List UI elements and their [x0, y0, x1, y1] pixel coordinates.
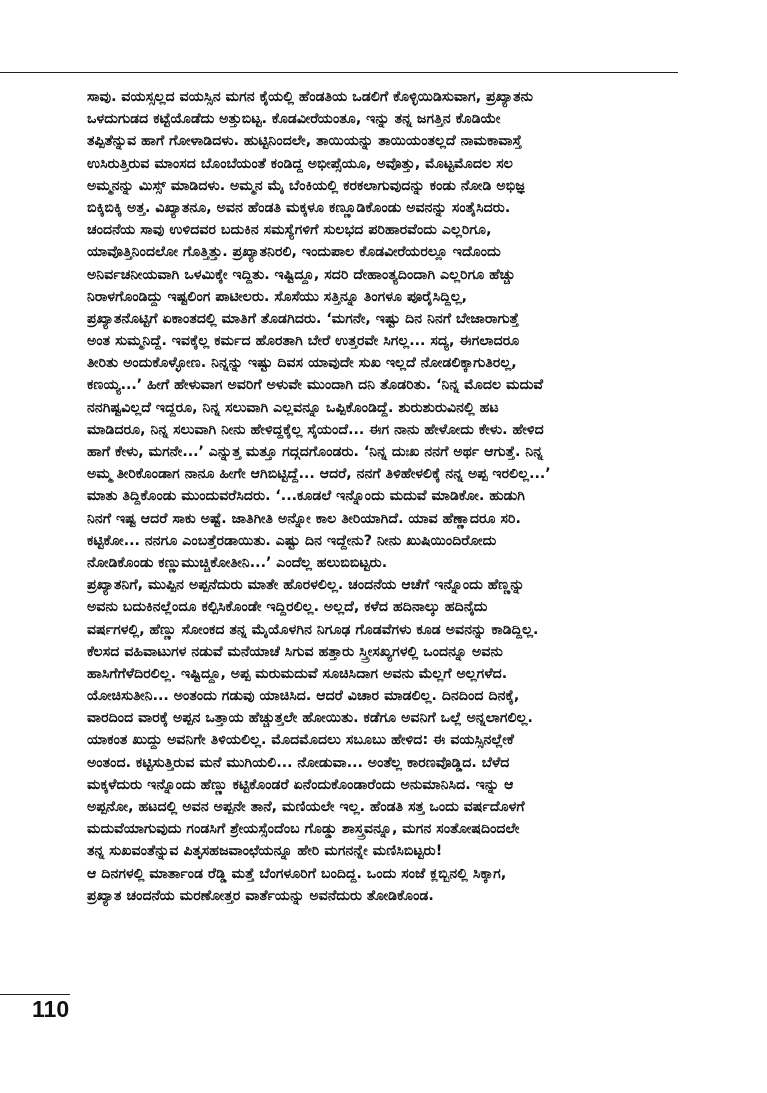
text-line: ಯೋಚಿಸುತೀನಿ... ಅಂತಂದು ಗಡುವು ಯಾಚಿಸಿದ. ಆದರೆ ವಿಚಾರ ಮಾಡಲಿಲ್ಲ. ದಿನದಿಂದ ದಿನಕ್ಕೆ,: [87, 688, 520, 705]
text-line: ಮದುವೆಯಾಗುವುದು ಗಂಡಸಿಗೆ ಶ್ರೇಯಸ್ಸೆಂದೆಂಬ ಗೊಡ್ಡು ಶಾಸ್ತ್ರವನ್ನೂ, ಮಗನ ಸಂತೋಷದಿಂದಲೇ: [87, 821, 520, 838]
text-line: ನೋಡಿಕೊಂಡು ಕಣ್ಣುಮುಚ್ಚಿಕೋತೀನಿ...’ ಎಂದೆಲ್ಲ ಹಲುಬಿಬಿಟ್ಟರು.: [87, 554, 388, 571]
body-text: [87, 86, 681, 991]
text-line: ಕಟ್ಟಿಕೋ... ನನಗೂ ಎಂಬತ್ತೆರಡಾಯಿತು. ಎಷ್ಟು ದಿನ ಇದ್ದೇನು? ನೀನು ಖುಷಿಯಿಂದಿರೋದು: [87, 532, 497, 549]
text-line: ಅಂತಂದ. ಕಟ್ಟಿಸುತ್ತಿರುವ ಮನೆ ಮುಗಿಯಲಿ... ನೋಡುವಾ... ಅಂತೆಲ್ಲ ಕಾರಣವೊಡ್ಡಿದ. ಬೆಳೆದ: [87, 754, 510, 771]
text-line: ಉಸಿರುತ್ತಿರುವ ಮಾಂಸದ ಬೊಂಬೆಯಂತೆ ಕಂಡಿದ್ದ ಅಭೀಪ್ಸೆಯೂ, ಅವೊತ್ತು, ಮೊಟ್ಟಮೊದಲ ಸಲ: [87, 155, 513, 172]
text-line: ತಪ್ಪಿತೆನ್ನುವ ಹಾಗೆ ಗೋಳಾಡಿದಳು. ಹುಟ್ಟಿನಿಂದಲೇ, ತಾಯಿಯನ್ನು ತಾಯಿಯಂತಲ್ಲದೆ ನಾಮಕಾವಾಸ್ತೆ: [87, 133, 522, 150]
text-line: ಬಿಕ್ಕಿಬಿಕ್ಕಿ ಅತ್ತ. ವಿಖ್ಯಾತನೂ, ಅವನ ಹೆಂಡತಿ ಮಕ್ಕಳೂ ಕಣ್ಣೂಡಿಕೊಂಡು ಅವನನ್ನು ಸಂತೈಸಿದರು.: [87, 199, 511, 216]
text-line: ಯಾವೊತ್ತಿನಿಂದಲೋ ಗೊತ್ತಿತ್ತು. ಪ್ರಖ್ಯಾತನಿರಲಿ, ಇಂದುಪಾಲ ಕೊಡವೀರೆಯರಲ್ಲೂ ಇದೊಂದು: [87, 244, 501, 261]
text-line: ಕಣಯ್ಯ...’ ಹೀಗೆ ಹೇಳುವಾಗ ಅವರಿಗೆ ಅಳುವೇ ಮುಂದಾಗಿ ದನಿ ತೊಡರಿತು. ‘ನಿನ್ನ ಮೊದಲ ಮದುವೆ: [87, 377, 544, 394]
text-line: ವರ್ಷಗಳಲ್ಲಿ, ಹೆಣ್ಣು ಸೋಂಕದ ತನ್ನ ಮೈಯೊಳಗಿನ ನಿಗೂಢ ಗೊಡವೆಗಳು ಕೂಡ ಅವನನ್ನು ಕಾಡಿದ್ದಿಲ್ಲ.: [87, 621, 539, 638]
text-line: ಸಾವು. ವಯಸ್ಸಲ್ಲದ ವಯಸ್ಸಿನ ಮಗನ ಕೈಯಲ್ಲಿ ಹೆಂಡತಿಯ ಒಡಲಿಗೆ ಕೊಳ್ಳಿಯಿಡಿಸುವಾಗ, ಪ್ರಖ್ಯಾತನು: [87, 89, 533, 105]
text-line: ತೀರಿತು ಅಂದುಕೊಳ್ಳೋಣ. ನಿನ್ನನ್ನು ಇಷ್ಟು ದಿವಸ ಯಾವುದೇ ಸುಖ ಇಲ್ಲದೆ ನೋಡಲಿಕ್ಕಾಗುತಿರಲ್ಲ,: [87, 355, 517, 372]
text-line: ಮಾತು ತಿದ್ದಿಕೊಂಡು ಮುಂದುವರೆಸಿದರು. ‘...ಕೂಡಲೆ ಇನ್ನೊಂದು ಮದುವೆ ಮಾಡಿಕೋ. ಹುಡುಗಿ: [87, 488, 525, 505]
text-line: ನಿರಾಳಗೊಂಡಿದ್ದು ಇಷ್ಟಲಿಂಗ ಪಾಟೀಲರು. ಸೊಸೆಯು ಸತ್ತಿನ್ನೂ ತಿಂಗಳೂ ಪೂರೈಸಿದ್ದಿಲ್ಲ,: [87, 288, 468, 305]
text-line: ಅಂತ ಸುಮ್ಮನಿದ್ದೆ. ಇವಕ್ಕೆಲ್ಲ ಕರ್ಮದ ಹೊರತಾಗಿ ಬೇರೆ ಉತ್ತರವೇ ಸಿಗಲ್ಲ... ಸದ್ಯ, ಈಗಲಾದರೂ: [87, 333, 520, 350]
text-line: ವಾರದಿಂದ ವಾರಕ್ಕೆ ಅಪ್ಪನ ಒತ್ತಾಯ ಹೆಚ್ಚುತ್ತಲೇ ಹೋಯಿತು. ಕಡೆಗೂ ಅವನಿಗೆ ಒಲ್ಲೆ ಅನ್ನಲಾಗಲಿಲ್ಲ.: [87, 710, 533, 727]
text-line: ನಿನಗೆ ಇಷ್ಟ ಆದರೆ ಸಾಕು ಅಷ್ಟೆ. ಜಾತಿಗೀತಿ ಅನ್ನೋ ಕಾಲ ತೀರಿಯಾಗಿದೆ. ಯಾವ ಹೆಣ್ಣಾದರೂ ಸರಿ.: [87, 510, 521, 527]
text-line: ಒಳದುಗುಡದ ಕಟ್ಟೆಯೊಡೆದು ಅತ್ತುಬಿಟ್ಟ. ಕೊಡವೀರೆಯಂತೂ, ಇನ್ನು ತನ್ನ ಜಗತ್ತಿನ ಕೊಡಿಯೇ: [87, 111, 501, 128]
text-line: ಅನಿರ್ವಚನೀಯವಾಗಿ ಒಳಮಿಕ್ಕೇ ಇದ್ದಿತು. ಇಷ್ಟಿದ್ದೂ, ಸದರಿ ದೇಹಾಂತ್ಯದಿಂದಾಗಿ ಎಲ್ಲರಿಗೂ ಹೆಚ್ಚು: [87, 266, 516, 283]
header-rule: [0, 72, 678, 73]
text-line: ತನ್ನ ಸುಖವಂತೆನ್ನುವ ಪಿತೃಸಹಜವಾಂಛೆಯನ್ನೂ ಹೇರಿ ಮಗನನ್ನೇ ಮಣಿಸಿಬಿಟ್ಟರು!: [87, 843, 443, 860]
text-line: ಮಾಡಿದರೂ, ನಿನ್ನ ಸಲುವಾಗಿ ನೀನು ಹೇಳಿದ್ದಕ್ಕೆಲ್ಲ ಸೈಯಂದೆ... ಈಗ ನಾನು ಹೇಳೋದು ಕೇಳು. ಹೇಳಿದ: [87, 421, 544, 438]
text-line: ಮಕ್ಕಳೆದುರು ಇನ್ನೊಂದು ಹೆಣ್ಣು ಕಟ್ಟಿಕೊಂಡರೆ ಏನೆಂದುಕೊಂಡಾರೆಂದು ಅನುಮಾನಿಸಿದ. ಇನ್ನು ಆ: [87, 776, 514, 793]
text-line: ಹಾಸಿಗೆಗೆಳೆದಿರಲಿಲ್ಲ. ಇಷ್ಟಿದ್ದೂ, ಅಪ್ಪ ಮರುಮದುವೆ ಸೂಚಿಸಿದಾಗ ಅವನು ಮೆಲ್ಲಗೆ ಅಲ್ಲಗಳೆದ.: [87, 665, 508, 682]
text-line: ಅಪ್ಪನೋ, ಹಟದಲ್ಲಿ ಅವನ ಅಪ್ಪನೇ ತಾನೆ, ಮಣಿಯಲೇ ಇಲ್ಲ. ಹೆಂಡತಿ ಸತ್ತ ಒಂದು ವರ್ಷದೊಳಗೆ: [87, 799, 525, 815]
text-line: ಪ್ರಖ್ಯಾತನಿಗೆ, ಮುಪ್ಪಿನ ಅಪ್ಪನೆದುರು ಮಾತೇ ಹೊರಳಲಿಲ್ಲ. ಚಂದನೆಯ ಆಚೆಗೆ ಇನ್ನೊಂದು ಹೆಣ್ಣನ್ನು: [87, 577, 525, 594]
text-line: ಯಾಕಂತ ಖುದ್ದು ಅವನಿಗೇ ತಿಳಿಯಲಿಲ್ಲ. ಮೊದಮೊದಲು ಸಬೂಬು ಹೇಳಿದ: ಈ ವಯಸ್ಸಿನಲ್ಲೇಕೆ: [87, 732, 514, 749]
text-line: ನನಗಿಷ್ಟವಿಲ್ಲದೆ ಇದ್ದರೂ, ನಿನ್ನ ಸಲುವಾಗಿ ಎಲ್ಲವನ್ನೂ ಒಪ್ಪಿಕೊಂಡಿದ್ದೆ. ಶುರುಶುರುವಿನಲ್ಲಿ ಹಟ: [87, 399, 499, 416]
text-line: ಪ್ರಖ್ಯಾತನೊಟ್ಟಿಗೆ ಏಕಾಂತದಲ್ಲಿ ಮಾತಿಗೆ ತೊಡಗಿದರು. ‘ಮಗನೇ, ಇಷ್ಟು ದಿನ ನಿನಗೆ ಬೇಜಾರಾಗುತ್ತೆ: [87, 310, 519, 327]
text-line: ಕೆಲಸದ ವಹಿವಾಟುಗಳ ನಡುವೆ ಮನೆಯಾಚೆ ಸಿಗುವ ಹತ್ತಾರು ಸ್ತ್ರೀಸಖ್ಯಗಳಲ್ಲಿ ಒಂದನ್ನೂ ಅವನು: [87, 643, 503, 660]
page-number: 110: [32, 996, 70, 1022]
text-line: ಪ್ರಖ್ಯಾತ ಚಂದನೆಯ ಮರಣೋತ್ತರ ವಾರ್ತೆಯನ್ನು ಅವನೆದುರು ತೋಡಿಕೊಂಡ.: [87, 887, 434, 904]
text-line: ಅಮ್ಮನನ್ನು ಮಿಸ್ಸ್ ಮಾಡಿದಳು. ಅಮ್ಮನ ಮೈ ಬೆಂಕಿಯಲ್ಲಿ ಕರಕಲಾಗುವುದನ್ನು ಕಂಡು ನೋಡಿ ಅಭಿಜ್ಞ: [87, 177, 525, 194]
text-line: ಅಮ್ಮ ತೀರಿಕೊಂಡಾಗ ನಾನೂ ಹೀಗೇ ಆಗಿಬಿಟ್ಟಿದ್ದೆ... ಆದರೆ, ನನಗೆ ತಿಳಿಹೇಳಲಿಕ್ಕೆ ನನ್ನ ಅಪ್ಪ ಇರಲಿಲ್ಲ...’: [87, 466, 551, 483]
text-line: ಅವನು ಬದುಕಿನಲ್ಲೆಂದೂ ಕಲ್ಪಿಸಿಕೊಂಡೇ ಇದ್ದಿರಲಿಲ್ಲ. ಅಲ್ಲದೆ, ಕಳೆದ ಹದಿನಾಲ್ಕು ಹದಿನೈದು: [87, 599, 488, 616]
text-line: ಆ ದಿನಗಳಲ್ಲಿ ಮಾರ್ತಾಂಡ ರೆಡ್ಡಿ ಮತ್ತೆ ಬೆಂಗಳೂರಿಗೆ ಬಂದಿದ್ದ. ಒಂದು ಸಂಜೆ ಕ್ಲಬ್ಬಿನಲ್ಲಿ ಸಿಕ್ಕಾಗ,: [87, 865, 507, 882]
text-line: ಚಂದನೆಯ ಸಾವು ಉಳಿದವರ ಬದುಕಿನ ಸಮಸ್ಯೆಗಳಿಗೆ ಸುಲಭದ ಪರಿಹಾರವೆಂದು ಎಲ್ಲರಿಗೂ,: [87, 222, 492, 239]
text-line: ಹಾಗೆ ಕೇಳು, ಮಗನೇ...’ ಎನ್ನುತ್ತ ಮತ್ತೂ ಗದ್ಗದಗೊಂಡರು. ‘ನಿನ್ನ ದುಃಖ ನನಗೆ ಅರ್ಥ ಆಗುತ್ತೆ. ನಿನ್ನ: [87, 444, 544, 460]
